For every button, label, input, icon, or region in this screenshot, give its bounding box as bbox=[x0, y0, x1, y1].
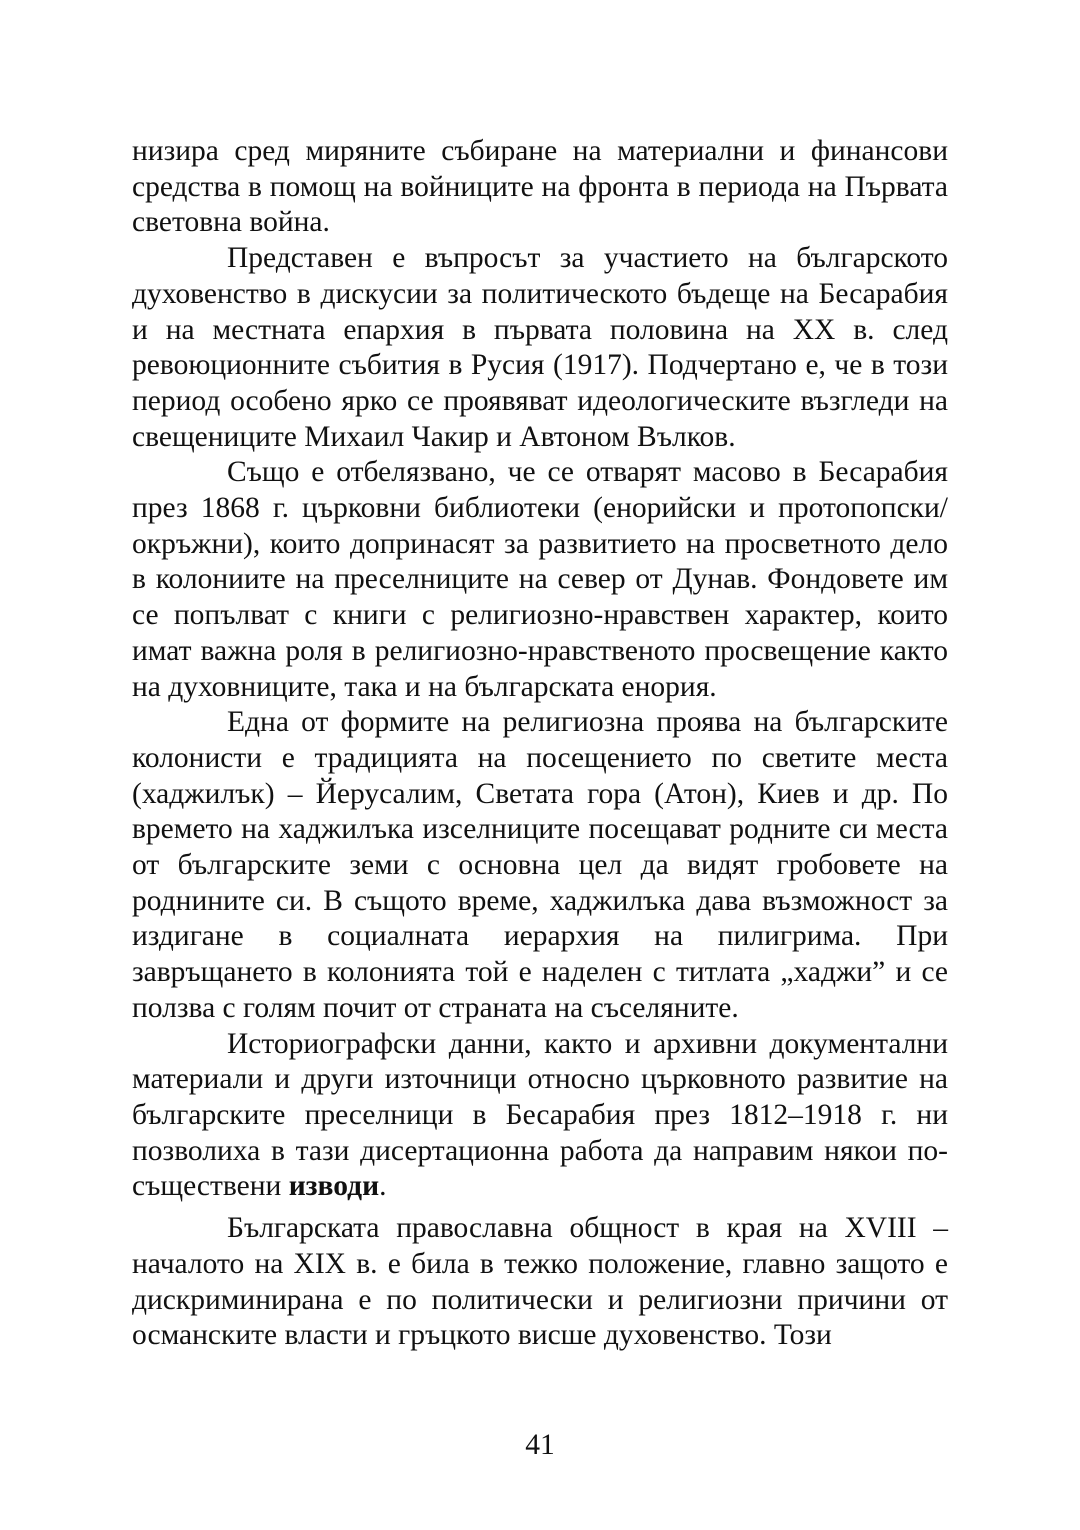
body-text bbox=[132, 134, 948, 1354]
paragraph-conclusions-intro bbox=[132, 1027, 948, 1206]
paragraph-church-libraries: Също е отбелязвано, че се отварят масово в Бесарабия през 1868 г. църковни библиотеки (енорийски и протопопски/окръжни), които допринасят за развитието на просветното дело в колониите на преселниците на север от Дунав. Фондовете им се попълват с книги с религиозно-нравствен характер, които имат важна роля в религиозно-нравственото просвещение както на духовниците, така и на българската енория. bbox=[132, 456, 948, 703]
paragraph-bulgarian-clergy-bessarabia: Представен е въпросът за участието на българското духовенство в дискусии за политическото бъдеще на Бесарабия и на местната епархия в първата половина на XX в. след ревоюционните събития в Русия (1917). Подчертано е, че в този период особено ярко се проявяват идеологическите възгледи на свещениците Михаил Чакир и Автоном Вълков. bbox=[132, 242, 948, 453]
conclusions-intro-text: Историографски данни, както и архивни документални материали и други източници относно църковното развитие на българските преселници в Бесарабия през 1812–1918 г. ни позволиха в тази дисертационна работа да направим някои по-съществени bbox=[132, 1027, 948, 1203]
page-number: 41 bbox=[525, 1429, 555, 1461]
conclusions-intro-end: . bbox=[379, 1170, 387, 1203]
paragraph-orthodox-community: Българската православна общност в края на XVIII – началото на XIX в. е била в тежко положение, главно защото е дискриминирана е по политически и религиозни причини от османските власти и гръцкото висше духовенство. Този bbox=[132, 1212, 948, 1352]
paragraph-pilgrimage: Една от формите на религиозна проява на българските колонисти е традицията на посещението по светите места (хаджилък) – Йерусалим, Светата гора (Атон), Киев и др. По времето на хаджилъка изселниците посещават родните си места от българските земи с основна цел да видят гробовете на роднините си. В същото време, хаджилъка дава възможност за издигане в социалната иерархия на пилигрима. При завръщането в колонията той е наделен с титлата „хаджи” и се ползва с голям почит от страната на съселяните. bbox=[132, 706, 948, 1024]
conclusions-bold-word: изводи bbox=[288, 1170, 380, 1203]
paragraph-continuation: низира сред миряните събиране на материални и финансови средства в помощ на войниците на фронта в периода на Първата световна война. bbox=[132, 135, 948, 239]
